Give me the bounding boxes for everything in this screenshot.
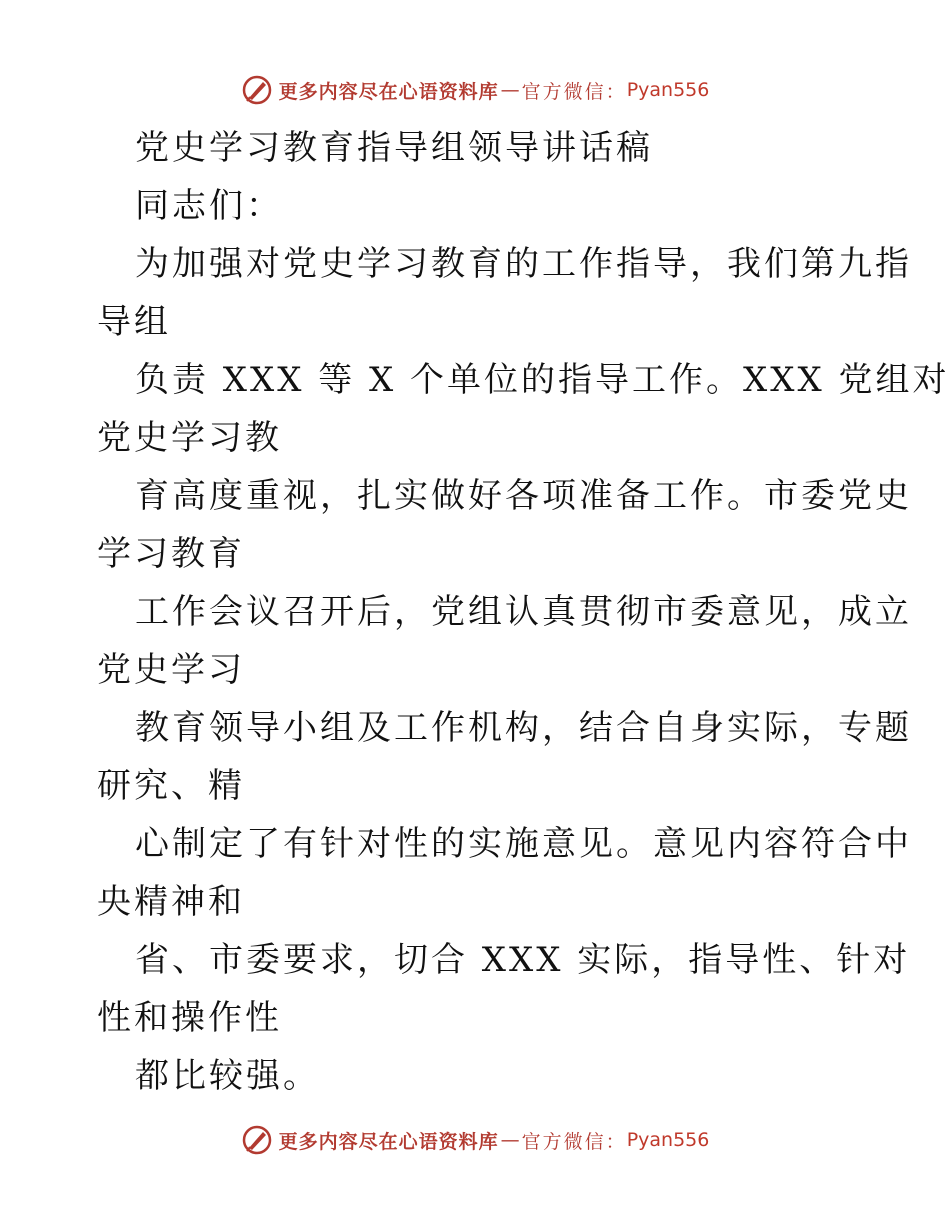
- text-line: 为加强对党史学习教育的工作指导，我们第九指: [135, 244, 912, 284]
- header-watermark-banner: [0, 70, 950, 110]
- site-name-text: 更多内容尽在心语资料库: [278, 80, 499, 103]
- text-line: 工作会议召开后，党组认真贯彻市委意见，成立: [135, 592, 912, 632]
- text-line: 都比较强。: [135, 1056, 320, 1096]
- wechat-label: 官方微信：: [521, 80, 627, 103]
- text-line: 省、市委要求，切合 XXX 实际，指导性、针对: [135, 940, 911, 980]
- text-line: 教育领导小组及工作机构，结合自身实际，专题: [135, 708, 912, 748]
- wechat-id: Pyan556: [626, 79, 710, 101]
- separator-dash: —: [500, 1129, 520, 1151]
- document-title: 党史学习教育指导组领导讲话稿: [135, 128, 653, 168]
- quill-pen-logo-icon: [241, 74, 273, 106]
- text-line: 研究、精: [97, 766, 245, 806]
- salutation: 同志们：: [135, 186, 283, 226]
- separator-dash: —: [500, 79, 520, 101]
- text-line: 学习教育: [97, 534, 245, 574]
- wechat-id: Pyan556: [626, 1129, 710, 1151]
- text-line: 党史学习教: [97, 418, 282, 458]
- text-line: 负责 XXX 等 X 个单位的指导工作。XXX 党组对: [135, 360, 950, 400]
- wechat-label: 官方微信：: [521, 1130, 627, 1153]
- quill-pen-logo-icon: [241, 1124, 273, 1156]
- site-name-text: 更多内容尽在心语资料库: [278, 1130, 499, 1153]
- text-line: 党史学习: [97, 650, 245, 690]
- text-line: 导组: [97, 302, 171, 342]
- text-line: 育高度重视，扎实做好各项准备工作。市委党史: [135, 476, 912, 516]
- text-line: 心制定了有针对性的实施意见。意见内容符合中: [135, 824, 912, 864]
- text-line: 性和操作性: [97, 998, 282, 1038]
- footer-watermark-banner: [0, 1120, 950, 1160]
- text-line: 央精神和: [97, 882, 245, 922]
